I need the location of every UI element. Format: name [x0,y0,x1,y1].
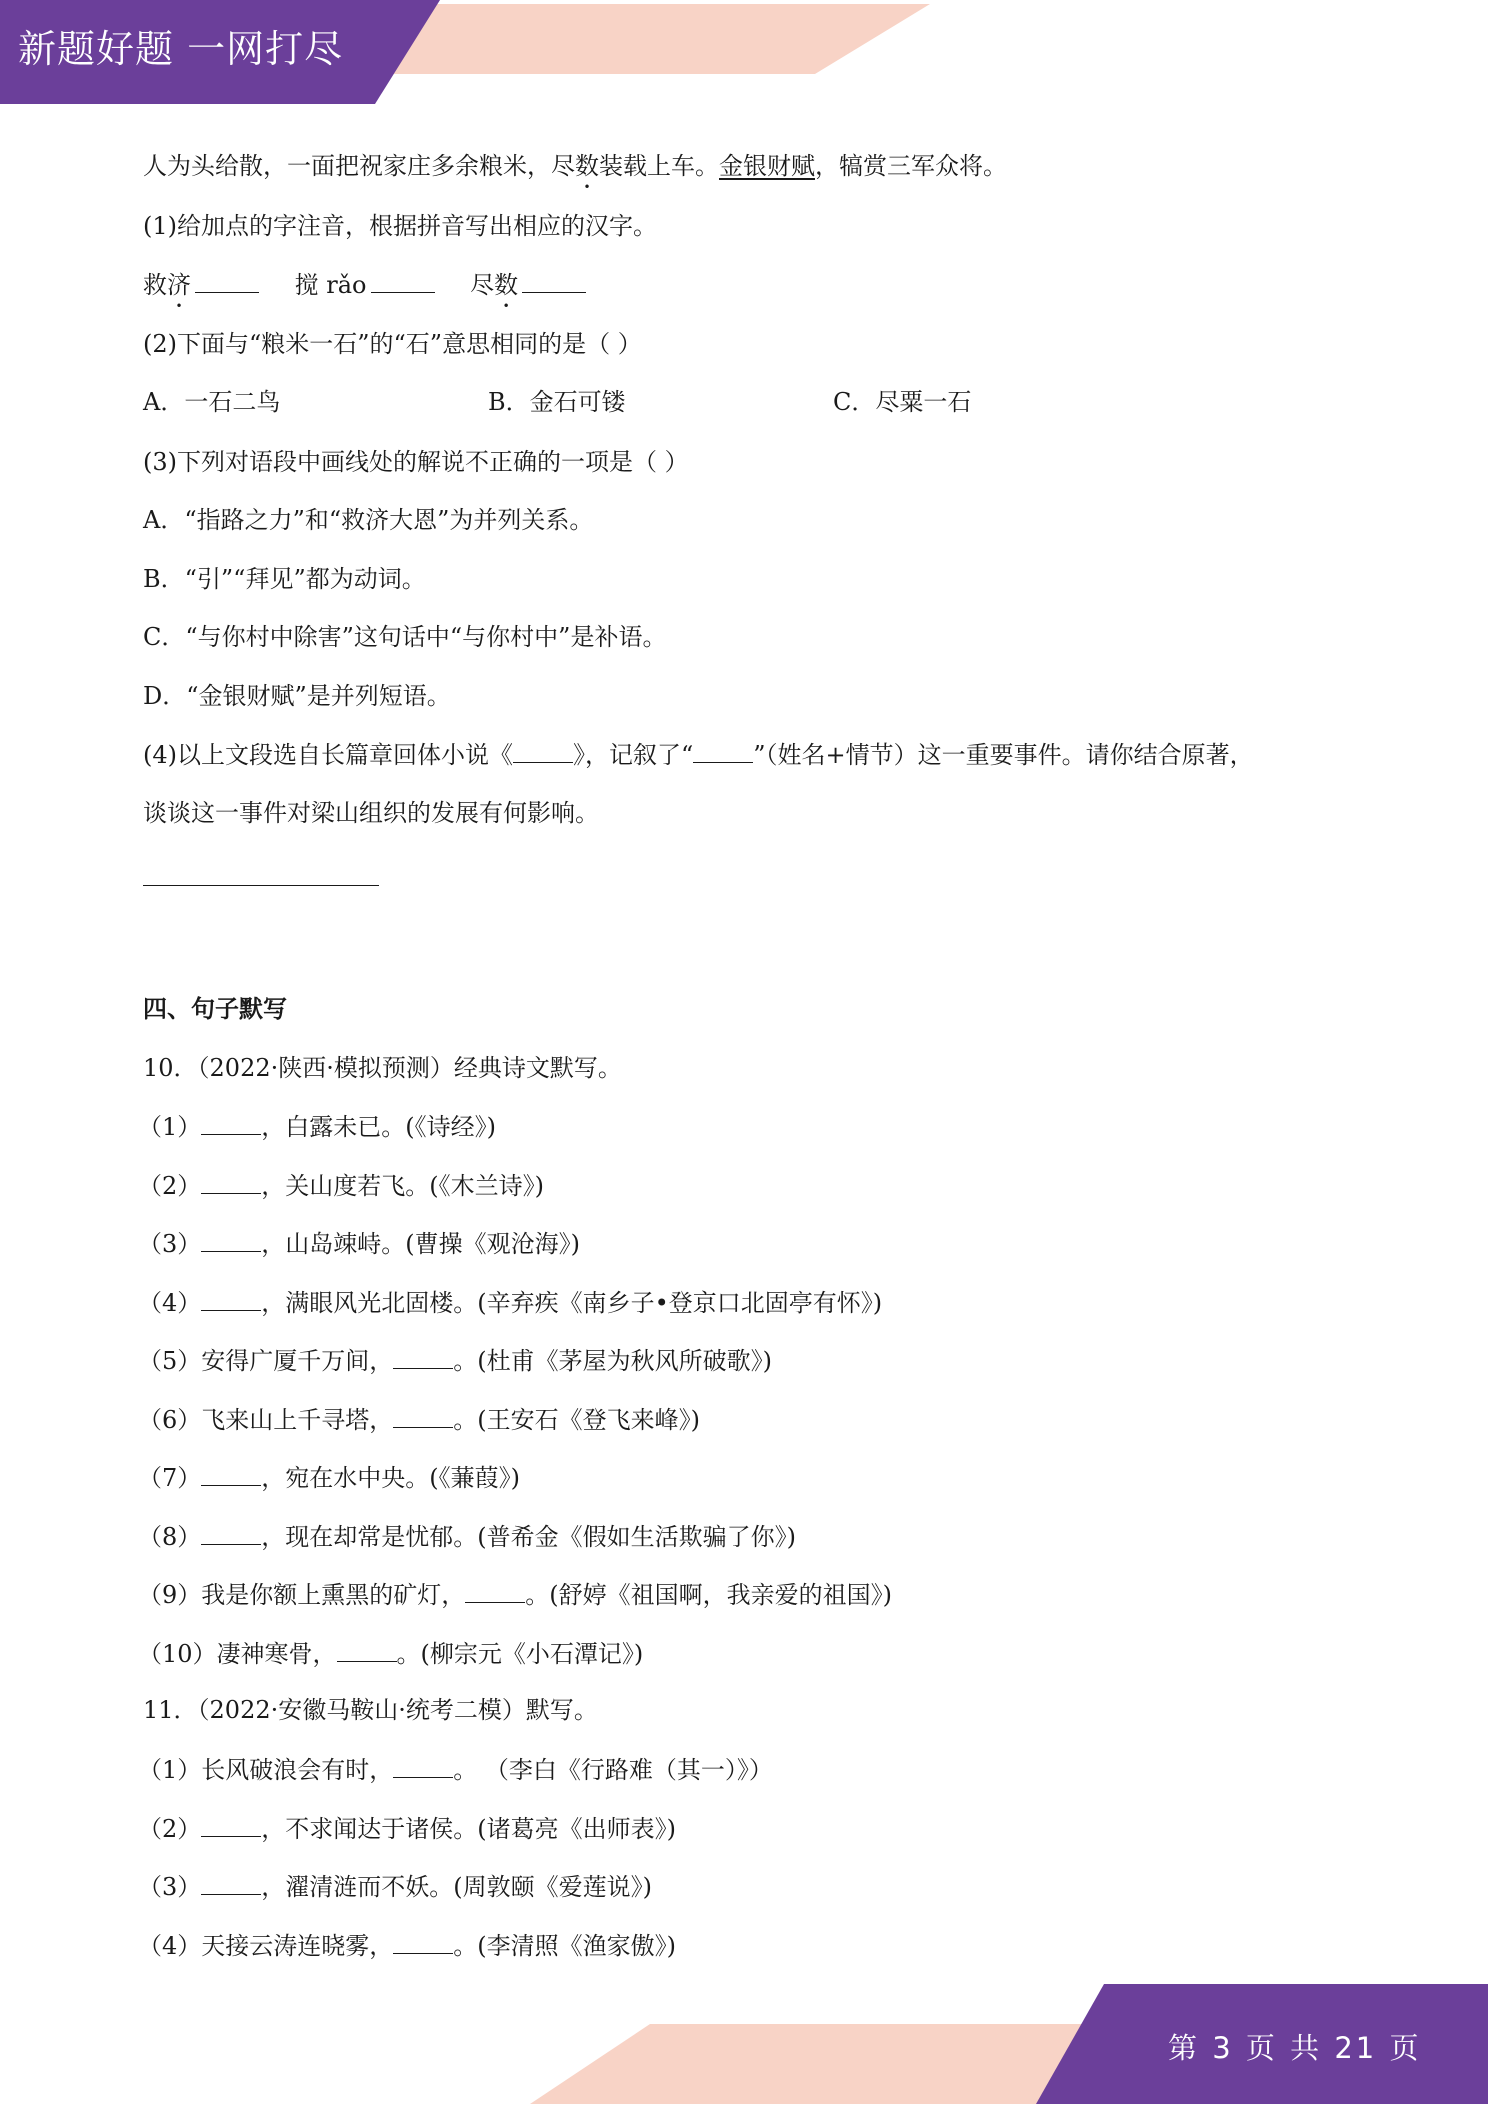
fill-in-item: （6）飞来山上千寻塔， 。(王安石《登飞来峰》) [138,1403,700,1436]
dotted-char: 济 [167,271,191,299]
passage-line: 人为头给散，一面把祝家庄多余粮米，尽数装载上车。金银财赋，犒赏三军众将。 [143,152,1007,180]
question-1-words: 救济 搅 rǎo 尽数 [143,268,592,313]
fill-in-item: （10）凄神寒骨， 。(柳宗元《小石潭记》) [138,1637,643,1670]
question-2-option-b: B．金石可镂 [488,388,626,416]
answer-blank[interactable] [393,1344,453,1369]
answer-blank[interactable] [201,1870,261,1895]
answer-blank[interactable] [513,738,573,763]
answer-blank[interactable] [201,1812,261,1837]
page-number: 第 3 页 共 21 页 [1168,2031,1422,2065]
fill-in-item: （3） ，山岛竦峙。(曹操《观沧海》) [138,1227,580,1260]
question-2-option-c: C．尽粟一石 [833,388,972,416]
answer-blank[interactable] [195,268,259,293]
question-3-prompt: (3)下列对语段中画线处的解说不正确的一项是（ ） [143,448,689,476]
answer-blank[interactable] [201,1461,261,1486]
header-accent-band [360,4,930,74]
question-2-option-a: A．一石二鸟 [143,388,281,416]
fill-in-item: （1）长风破浪会有时， 。 （李白《行路难（其一）》） [138,1753,773,1786]
fill-in-item: （5）安得广厦千万间， 。(杜甫《茅屋为秋风所破歌》) [138,1344,772,1377]
dotted-char: 数 [575,152,599,180]
answer-blank[interactable] [693,738,753,763]
question-1-prompt: (1)给加点的字注音，根据拼音写出相应的汉字。 [143,212,657,240]
answer-blank[interactable] [337,1637,397,1662]
fill-in-item: （2） ，关山度若飞。(《木兰诗》) [138,1169,544,1202]
header-title: 新题好题 一网打尽 [18,27,344,71]
fill-in-item: （4） ，满眼风光北固楼。(辛弃疾《南乡子•登京口北固亭有怀》) [138,1286,882,1319]
answer-line[interactable] [143,885,379,886]
question-11-title: 11．（2022·安徽马鞍山·统考二模）默写。 [143,1696,598,1724]
answer-blank[interactable] [371,268,435,293]
answer-blank[interactable] [201,1169,261,1194]
fill-in-item: （1） ，白露未已。(《诗经》) [138,1110,496,1143]
fill-in-item: （8） ，现在却常是忧郁。(普希金《假如生活欺骗了你》) [138,1520,796,1553]
question-3-option-b: B．“引”“拜见”都为动词。 [143,565,426,593]
question-3-option-d: D．“金银财赋”是并列短语。 [143,682,451,710]
underlined-phrase: 金银财赋 [719,152,815,180]
fill-in-item: （2） ，不求闻达于诸侯。(诸葛亮《出师表》) [138,1812,676,1845]
dotted-char: 数 [494,271,519,299]
answer-blank[interactable] [201,1110,261,1135]
fill-in-item: （7） ，宛在水中央。(《蒹葭》) [138,1461,520,1494]
answer-blank[interactable] [201,1286,261,1311]
question-3-option-a: A．“指路之力”和“救济大恩”为并列关系。 [143,506,594,534]
fill-in-item: （4）天接云涛连晓雾， 。(李清照《渔家傲》) [138,1929,676,1962]
answer-blank[interactable] [393,1929,453,1954]
question-4-line: (4)以上文段选自长篇章回体小说《 》，记叙了“ ”（姓名+情节）这一重要事件。请你结合原著， [143,738,1254,771]
answer-blank[interactable] [522,268,586,293]
question-3-option-c: C．“与你村中除害”这句话中“与你村中”是补语。 [143,623,667,651]
footer-accent-band [530,2024,1130,2104]
section-title: 四、句子默写 [143,995,287,1023]
answer-blank[interactable] [465,1578,525,1603]
answer-blank[interactable] [393,1753,453,1778]
answer-blank[interactable] [201,1227,261,1252]
fill-in-item: （3） ，濯清涟而不妖。(周敦颐《爱莲说》) [138,1870,652,1903]
question-2-prompt: (2)下面与“粮米一石”的“石”意思相同的是（ ） [143,330,642,358]
question-4-line-2: 谈谈这一事件对梁山组织的发展有何影响。 [143,799,599,827]
question-10-title: 10．（2022·陕西·模拟预测）经典诗文默写。 [143,1054,622,1082]
answer-blank[interactable] [393,1403,453,1428]
answer-blank[interactable] [201,1520,261,1545]
fill-in-item: （9）我是你额上熏黑的矿灯， 。(舒婷《祖国啊，我亲爱的祖国》) [138,1578,892,1611]
